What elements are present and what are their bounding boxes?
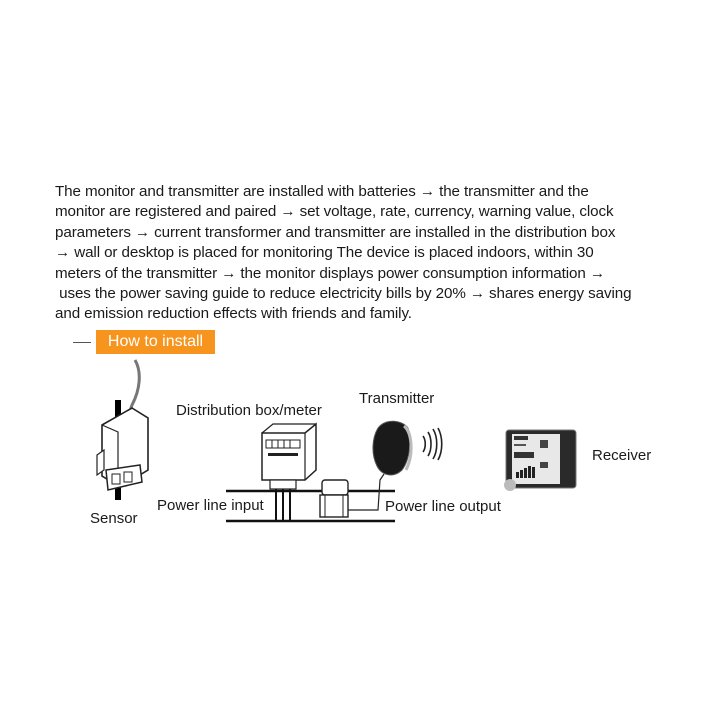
power-line-output-label: Power line output xyxy=(385,498,501,515)
sensor-label: Sensor xyxy=(90,510,138,527)
power-line-input-label: Power line input xyxy=(157,497,264,514)
distribution-box-icon xyxy=(262,424,316,521)
transmitter-label: Transmitter xyxy=(359,390,435,407)
paragraph-line: The monitor and transmitter are installed with batteries → the transmitter and the xyxy=(55,183,589,200)
paragraph-line: monitor are registered and paired → set voltage, rate, currency, warning value, clock xyxy=(55,203,614,221)
paragraph-line: parameters → current transformer and transmitter are installed in the distribution box xyxy=(55,223,616,241)
paragraph-line: and emission reduction effects with friends and family. xyxy=(55,305,412,323)
paragraph-line: uses the power saving guide to reduce electricity bills by 20% → shares energy saving xyxy=(55,285,632,303)
section-title-badge: How to install xyxy=(96,330,215,354)
distribution-box-label: Distribution box/meter xyxy=(176,402,322,419)
receiver-icon xyxy=(504,430,576,491)
paragraph-line: meters of the transmitter → the monitor displays power consumption information → xyxy=(55,264,605,282)
clamp-icon xyxy=(320,474,384,517)
paragraph-line: → wall or desktop is placed for monitoring The device is placed indoors, within 30 xyxy=(55,244,594,262)
wireless-signal-icon xyxy=(423,428,442,460)
receiver-label: Receiver xyxy=(592,447,652,464)
sensor-icon xyxy=(97,360,148,500)
transmitter-icon xyxy=(373,421,411,475)
